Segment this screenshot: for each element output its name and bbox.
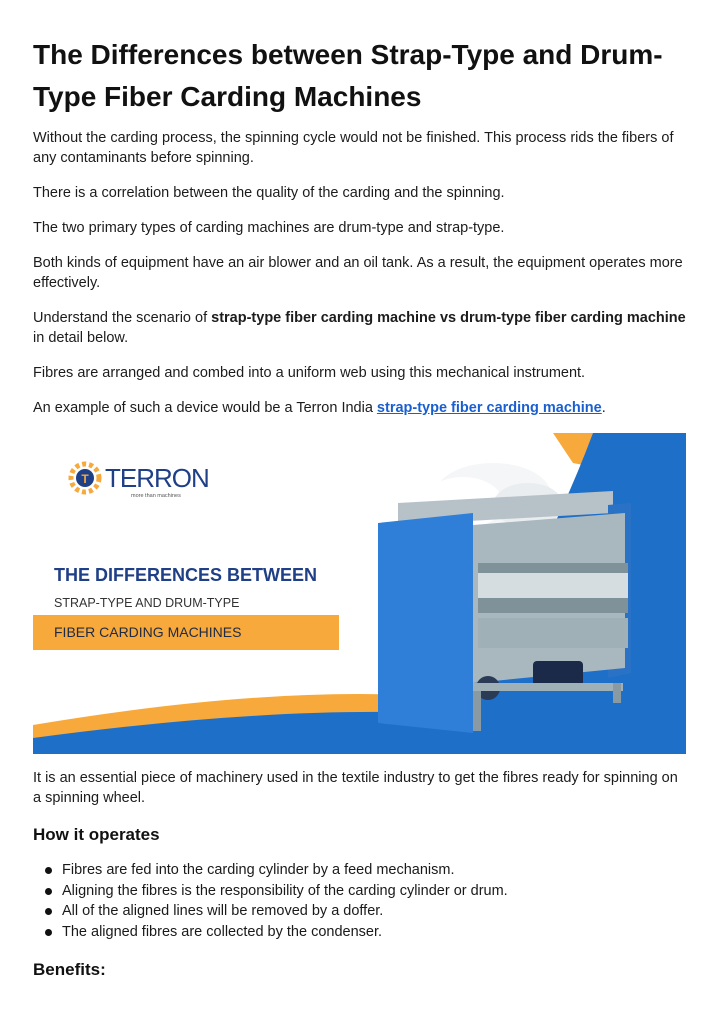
list-item: All of the aligned lines will be removed by a doffer. [33, 901, 687, 922]
banner-subheading: STRAP-TYPE AND DRUM-TYPE [54, 596, 240, 610]
terron-logo [71, 463, 209, 499]
logo-wordmark: TERRON [105, 463, 209, 493]
strap-type-machine-link[interactable]: strap-type fiber carding machine [376, 400, 602, 416]
paragraph-intro: Without the carding process, the spinning cycle would not be finished. This process rids the fibers of any contaminants before spinning. [33, 130, 674, 166]
paragraph-mechanism: Fibres are arranged and combed into a uniform web using this mechanical instrument. [33, 365, 586, 381]
paragraph-essential: It is an essential piece of machinery used in the textile industry to get the fibres ready for spinning on a spinning wheel. [33, 770, 678, 806]
paragraph-example [33, 398, 687, 418]
scenario-bold-text: strap-type fiber carding machine vs drum-type fiber carding machine [211, 310, 686, 326]
list-item: Aligning the fibres is the responsibility of the carding cylinder or drum. [33, 881, 687, 902]
paragraph-equipment: Both kinds of equipment have an air blower and an oil tank. As a result, the equipment operates more effectively. [33, 255, 683, 291]
banner-graphic [33, 433, 686, 754]
banner-heading: THE DIFFERENCES BETWEEN [54, 565, 318, 585]
list-item: The aligned fibres are collected by the condenser. [33, 922, 687, 943]
paragraph-scenario [33, 308, 687, 348]
how-it-operates-heading: How it operates [33, 825, 160, 844]
example-text-pre: An example of such a device would be a Terron India [33, 400, 377, 416]
banner-tag: FIBER CARDING MACHINES [54, 624, 242, 640]
logo-tagline: more than machines [131, 493, 181, 499]
article-banner-image [33, 433, 686, 754]
benefits-heading: Benefits: [33, 960, 106, 979]
paragraph-types: The two primary types of carding machines are drum-type and strap-type. [33, 220, 505, 236]
example-text-post: . [601, 400, 606, 416]
operations-list [33, 860, 687, 943]
page-title: The Differences between Strap-Type and Drum-Type Fiber Carding Machines [33, 39, 663, 112]
svg-text:T: T [81, 472, 89, 486]
list-item: Fibres are fed into the carding cylinder by a feed mechanism. [33, 860, 687, 881]
paragraph-correlation: There is a correlation between the quality of the carding and the spinning. [33, 185, 505, 201]
scenario-text-post: in detail below. [33, 330, 129, 346]
scenario-text-pre: Understand the scenario of [33, 310, 212, 326]
